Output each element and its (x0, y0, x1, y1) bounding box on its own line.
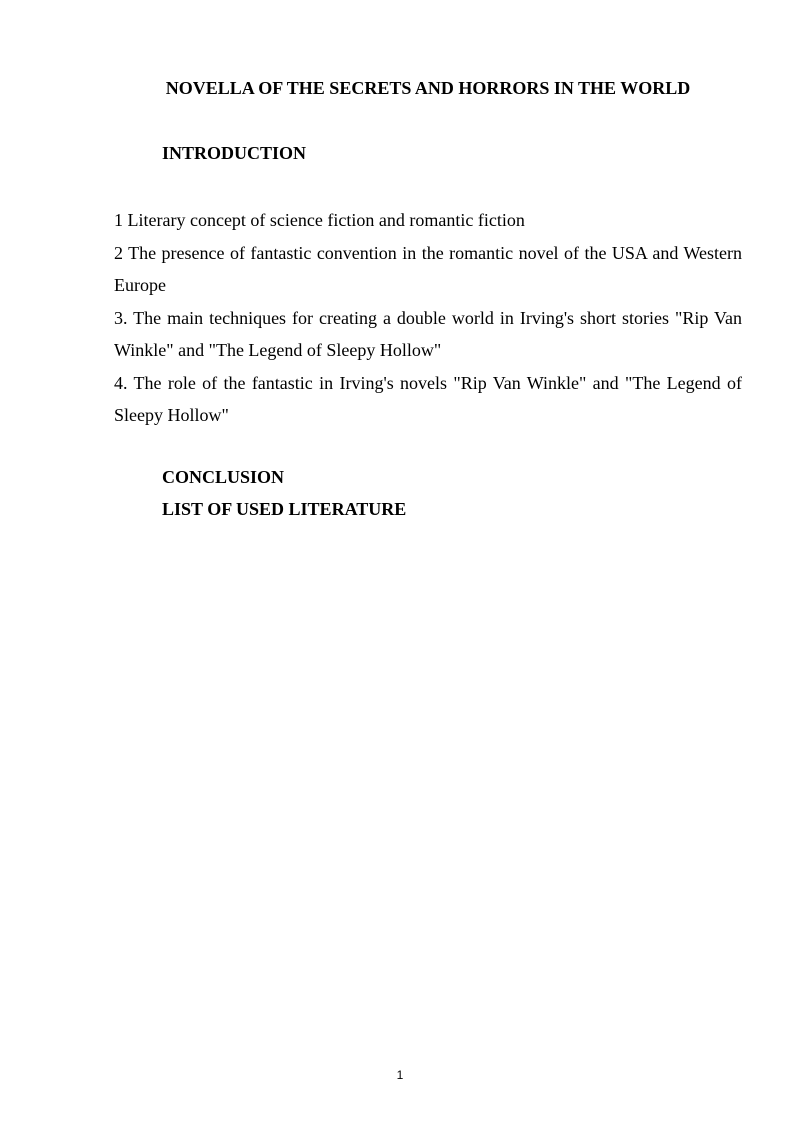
table-of-contents (114, 204, 742, 432)
toc-item-1: 1 Literary concept of science fiction and romantic fiction (114, 210, 525, 230)
toc-item-3: 3. The main techniques for creating a double world in Irving's short stories "Rip Van Winkle" and "The Legend of Sleepy Hollow" (114, 307, 742, 360)
conclusion-heading: CONCLUSION (162, 467, 285, 487)
literature-heading: LIST OF USED LITERATURE (162, 499, 407, 519)
introduction-heading: INTRODUCTION (162, 143, 307, 163)
toc-item-2: 2 The presence of fantastic convention in the romantic novel of the USA and Western Europe (114, 242, 742, 295)
page-number: 1 (396, 1068, 404, 1082)
document-title: NOVELLA OF THE SECRETS AND HORRORS IN THE WORLD (165, 78, 691, 98)
toc-item-4: 4. The role of the fantastic in Irving's novels "Rip Van Winkle" and "The Legend of Sleepy Hollow" (114, 372, 742, 425)
